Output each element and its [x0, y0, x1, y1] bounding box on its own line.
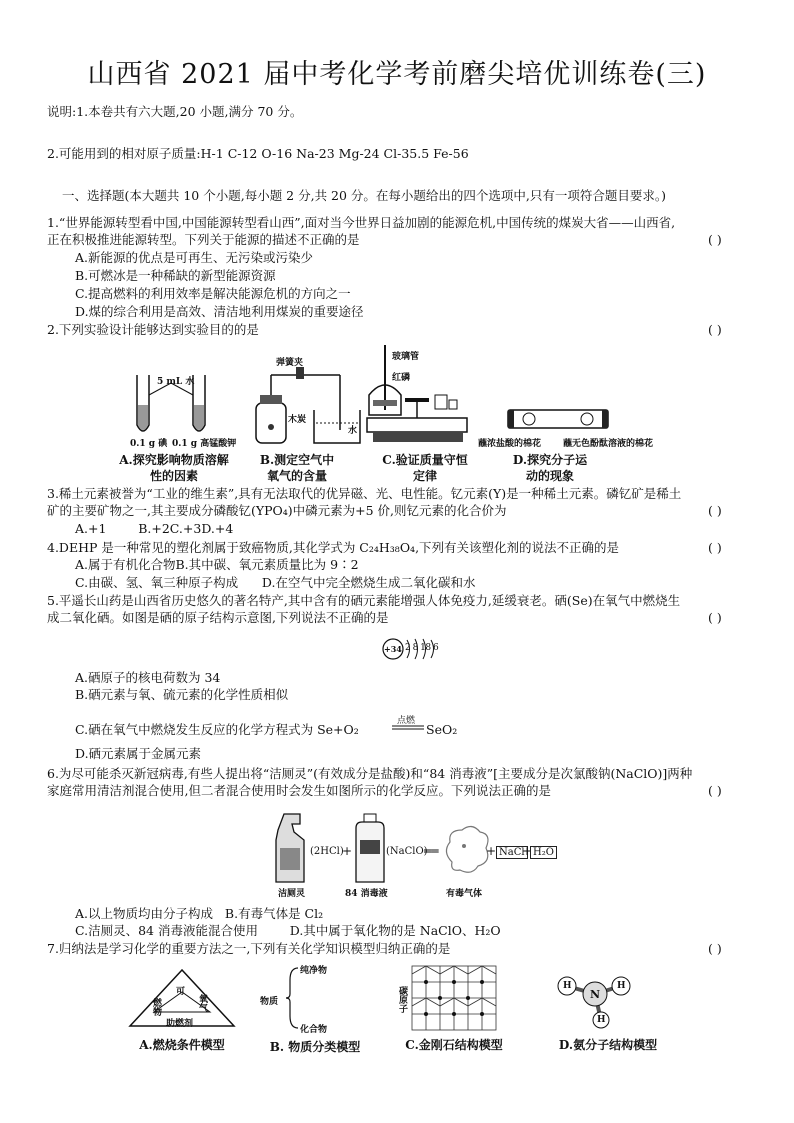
q6-naclo: (NaClO): [386, 846, 428, 857]
q6-options-cd: C.洁厕灵、84 消毒液能混合使用 D.其中属于氧化物的是 NaClO、H₂O: [75, 923, 501, 938]
q7-caption-b: B. 物质分类模型: [269, 1040, 361, 1054]
q6-label-gas: 有毒气体: [446, 889, 483, 899]
tri-right-label: 氧气: [197, 994, 207, 1012]
q5-product: SeO₂: [426, 722, 458, 737]
page-title: 山西省 2021 届中考化学考前磨尖培优训练卷(三): [87, 59, 707, 90]
label-charcoal: 木炭: [288, 415, 307, 425]
tri-bottom-label: 助燃剂: [166, 1019, 194, 1029]
q2-figure-d: [505, 406, 615, 432]
q3-options: A.+1 B.+2C.+3D.+4: [75, 521, 234, 536]
q6-equals: ══: [424, 844, 439, 858]
classification-bracket: [284, 966, 300, 1030]
q1-option-b: B.可燃冰是一种稀缺的新型能源资源: [75, 268, 276, 283]
q7-stem: 7.归纳法是学习化学的重要方法之一,下列有关化学知识模型归纳正确的是: [47, 941, 451, 956]
q6-hcl: (2HCl): [310, 846, 344, 857]
q1-stem-line2: 正在积极推进能源转型。下列关于能源的描述不正确的是: [47, 232, 360, 247]
disinfectant-bottle: [350, 812, 390, 884]
se-nucleus-label: +34: [384, 644, 402, 654]
q4-options-ab: A.属于有机化合物B.其中碳、氧元素质量比为 9∶2: [75, 557, 359, 572]
q2-stem: 2.下列实验设计能够达到实验目的的是: [47, 322, 259, 337]
q1-option-a: A.新能源的优点是可再生、无污染或污染少: [75, 250, 314, 265]
tri-top-label: 可: [176, 987, 186, 997]
tri-left-label: 燃物: [151, 998, 161, 1016]
label-iodine: 0.1 g 碘: [130, 439, 168, 449]
label-kmno4: 0.1 g 高锰酸钾: [172, 439, 237, 449]
q5-stem-line2: 成二氧化硒。如图是硒的原子结构示意图,下列说法不正确的是: [47, 610, 389, 625]
q2-figure-c: [365, 340, 480, 452]
q5-option-d: D.硒元素属于金属元素: [75, 746, 202, 761]
q1-stem-line1: 1.“世界能源转型看中国,中国能源转型看山西”,面对当今世界日益加剧的能源危机,中国传统的煤炭大省——山西省,: [47, 215, 676, 230]
q1-option-c: C.提高燃料的利用效率是解决能源危机的方向之一: [75, 286, 351, 301]
q5-stem-line1: 5.平遥长山药是山西省历史悠久的著名特产,其中含有的硒元素能增强人体免疫力,延缓衰老。硒(Se)在氧气中燃烧生: [47, 593, 681, 608]
q4-answer-blank[interactable]: ( ): [708, 540, 722, 555]
q2-caption-a: A.探究影响物质溶解性的因素: [119, 453, 229, 483]
label-water2: 水: [348, 426, 358, 436]
section-heading: 一、选择题(本大题共 10 个小题,每小题 2 分,共 20 分。在每小题给出的四个选项中,只有一项符合题目要求。): [62, 188, 667, 203]
toxic-gas-cloud: [442, 822, 492, 880]
h-atom-3: H: [597, 1015, 606, 1025]
q6-plus-1: +: [342, 844, 353, 858]
intro-line-2: 2.可能用到的相对原子质量:H-1 C-12 O-16 Na-23 Mg-24 Cl-35.5 Fe-56: [47, 146, 469, 161]
q6-options-ab: A.以上物质均由分子构成 B.有毒气体是 Cl₂: [75, 906, 324, 921]
h-atom-2: H: [617, 981, 626, 991]
q1-option-d: D.煤的综合利用是高效、清洁地利用煤炭的重要途径: [75, 304, 364, 319]
q3-stem-line1: 3.稀土元素被誉为“工业的维生素”,具有无法取代的优异磁、光、电性能。钇元素(Y)是一种稀土元素。磷钇矿是稀土: [47, 486, 682, 501]
q5-condition: 点燃: [397, 716, 416, 726]
cls-top-label: 纯净物: [300, 966, 328, 976]
q7-answer-blank[interactable]: ( ): [708, 941, 722, 956]
q6-answer-blank[interactable]: ( ): [708, 783, 722, 798]
label-clamp: 弹簧夹: [276, 358, 304, 368]
diamond-lattice: [408, 962, 500, 1034]
cls-root-label: 物质: [260, 997, 279, 1007]
q7-caption-d: D.氨分子结构模型: [558, 1038, 658, 1052]
toilet-cleaner-bottle: [270, 810, 310, 885]
label-cotton-hcl: 蘸浓盐酸的棉花: [478, 439, 542, 449]
q4-stem: 4.DEHP 是一种常见的塑化剂属于致癌物质,其化学式为 C₂₄H₃₈O₄,下列有关该塑化剂的说法不正确的是: [47, 540, 620, 555]
label-water: 5 mL 水: [157, 377, 195, 387]
q2-caption-d: D.探究分子运动的现象: [512, 453, 588, 483]
q6-stem-line1: 6.为尽可能杀灭新冠病毒,有些人提出将“洁厕灵”(有效成分是盐酸)和“84 消毒液”[主要成分是次氯酸钠(NaClO)]两种: [47, 766, 693, 781]
q2-answer-blank[interactable]: ( ): [708, 322, 722, 337]
n-atom: N: [590, 988, 601, 1001]
q3-answer-blank[interactable]: ( ): [708, 503, 722, 518]
q5-equals-sign: [392, 725, 424, 731]
q2-caption-b: B.测定空气中氧气的含量: [259, 453, 335, 483]
q1-answer-blank[interactable]: ( ): [708, 232, 722, 247]
q6-plus-3: +: [522, 844, 533, 858]
label-cotton-phenol: 蘸无色酚酞溶液的棉花: [563, 439, 654, 449]
intro-line-1: 说明:1.本卷共有六大题,20 小题,满分 70 分。: [47, 104, 303, 119]
q5-option-a: A.硒原子的核电荷数为 34: [75, 670, 221, 685]
q6-label-84: 84 消毒液: [345, 889, 388, 899]
q7-caption-c: C.金刚石结构模型: [405, 1038, 503, 1052]
q6-label-toilet: 洁厕灵: [278, 889, 306, 899]
label-phosphorus: 红磷: [392, 373, 411, 383]
q6-plus-2: +: [486, 844, 497, 858]
h-atom-1: H: [563, 981, 572, 991]
carbon-atom-label: 碳原子: [397, 986, 407, 1013]
cls-bottom-label: 化合物: [300, 1025, 328, 1035]
q6-stem-line2: 家庭常用清洁剂混合使用,但二者混合使用时会发生如图所示的化学反应。下列说法正确的是: [47, 783, 551, 798]
q6-h2o-box: H₂O: [530, 846, 557, 859]
label-glass-tube: 玻璃管: [392, 352, 420, 362]
q5-answer-blank[interactable]: ( ): [708, 610, 722, 625]
q2-caption-c: C.验证质量守恒定律: [382, 453, 468, 483]
q3-stem-line2: 矿的主要矿物之一,其主要成分磷酸钇(YPO₄)中磷元素为+5 价,则钇元素的化合价为: [47, 503, 507, 518]
q4-options-cd: C.由碳、氢、氧三种原子构成 D.在空气中完全燃烧生成二氧化碳和水: [75, 575, 476, 590]
q7-caption-a: A.燃烧条件模型: [139, 1038, 225, 1052]
q6-nacl-box: NaCl: [496, 846, 528, 859]
q5-option-c: C.硒在氧气中燃烧发生反应的化学方程式为 Se+O₂: [75, 722, 359, 737]
q5-option-b: B.硒元素与氧、硫元素的化学性质相似: [75, 687, 289, 702]
se-shells-label: 2 8 18 6: [405, 643, 439, 653]
